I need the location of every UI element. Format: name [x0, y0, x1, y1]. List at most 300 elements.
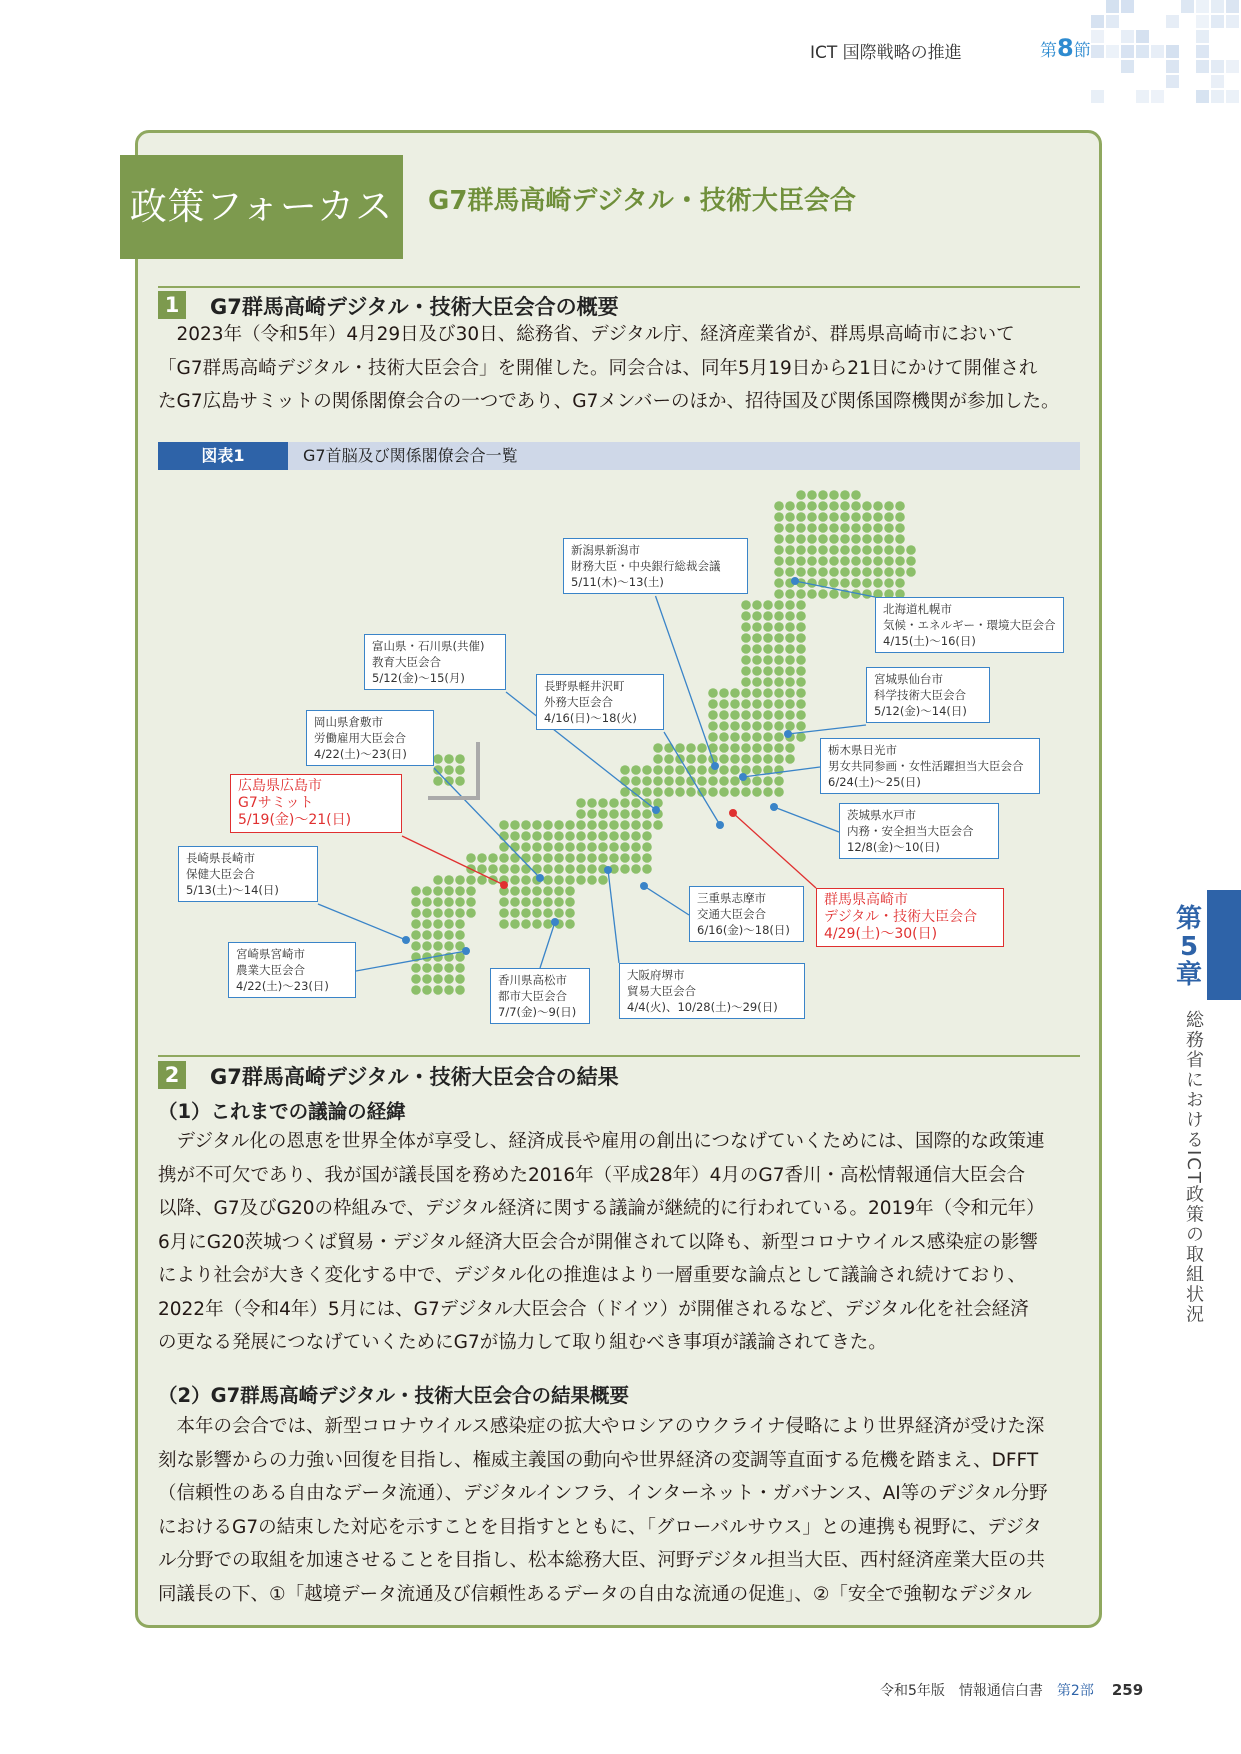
map-dot [763, 622, 773, 632]
map-dot [796, 523, 806, 533]
map-dot [466, 886, 476, 896]
map-dot [730, 710, 740, 720]
map-dot [873, 567, 883, 577]
map-dot [851, 523, 861, 533]
map-dot [532, 820, 542, 830]
meeting-name: 財務大臣・中央銀行総裁会議 [571, 559, 721, 573]
city-marker [652, 806, 660, 814]
map-dot [741, 754, 751, 764]
map-dot [554, 875, 564, 885]
map-dot [763, 754, 773, 764]
map-dot [895, 512, 905, 522]
map-dot [455, 897, 465, 907]
map-dot [774, 787, 784, 797]
map-dot [796, 699, 806, 709]
map-dot [730, 688, 740, 698]
map-dot [763, 611, 773, 621]
footer-part: 第2部 [1056, 1683, 1094, 1699]
map-dot [818, 567, 828, 577]
meeting-label [536, 674, 664, 730]
meeting-label [490, 968, 590, 1024]
map-dot [785, 567, 795, 577]
map-dot [763, 655, 773, 665]
map-dot [697, 776, 707, 786]
map-dot [598, 875, 608, 885]
subsection-body: 本年の会合では、新型コロナウイルス感染症の拡大やロシアのウクライナ侵略により世界経済が受けた深 刻な影響からの力強い回復を目指し、権威主義国の動向や世界経済の変調等直面する危機を踏まえ、DFFT （信頼性のある自由なデータ流通）、デジタルインフラ、インターネット・ガバナンス、AI等のデジタル分野 におけるG7の結束した対応を示すことを目指すとともに、「グローバルサウス」との連携も視野に、デジタ ル分野での取組を加速させることを目指し、松本総務大臣、河野デジタル担当大臣、西村経済産業大臣の共 同議長の下、①「越境データ流通及び信頼性あるデータの自由な流通の促進」、②「安全で強靭なデジタル [158, 1416, 1048, 1605]
map-dot [862, 589, 872, 599]
map-dot [818, 556, 828, 566]
map-dot [752, 787, 762, 797]
map-dot [631, 798, 641, 808]
map-dot [763, 633, 773, 643]
meeting-city: 栃木県日光市 [828, 743, 897, 757]
map-dot [785, 666, 795, 676]
map-dot [807, 589, 817, 599]
map-dot [499, 853, 509, 863]
meeting-label [364, 634, 506, 690]
map-dot [510, 886, 520, 896]
page-number: 259 [1111, 1681, 1144, 1699]
leader-line [318, 904, 406, 940]
map-dot [741, 677, 751, 687]
map-dot [763, 721, 773, 731]
leader-line [774, 807, 839, 832]
map-dot [785, 512, 795, 522]
map-dot [884, 578, 894, 588]
map-dot [763, 666, 773, 676]
map-dot [620, 798, 630, 808]
map-dot [653, 743, 663, 753]
map-dot [576, 875, 586, 885]
section-label: 第 [1040, 41, 1057, 61]
map-dot [433, 919, 443, 929]
map-dot [532, 831, 542, 841]
map-dot [818, 490, 828, 500]
leader-line [656, 596, 716, 766]
map-dot [895, 567, 905, 577]
map-dot [774, 666, 784, 676]
map-dot [521, 919, 531, 929]
map-dot [598, 853, 608, 863]
map-dot [774, 633, 784, 643]
map-dot [708, 688, 718, 698]
map-dot [719, 699, 729, 709]
map-dot [598, 820, 608, 830]
map-dot [796, 501, 806, 511]
map-dot [521, 820, 531, 830]
map-dot [774, 578, 784, 588]
map-dot [422, 974, 432, 984]
map-dot [444, 754, 454, 764]
map-dot [444, 908, 454, 918]
chapter-suffix: 章 [1175, 960, 1202, 990]
map-dot [422, 941, 432, 951]
map-dot [587, 798, 597, 808]
map-dot [444, 985, 454, 995]
map-dot [642, 864, 652, 874]
map-dot [675, 765, 685, 775]
figure-tag: 図表1 [158, 442, 288, 470]
subsection-body: デジタル化の恩恵を世界全体が享受し、経済成長や雇用の創出につなげていくためには、国際的な政策連 携が不可欠であり、我が国が議長国を務めた2016年（平成28年）4月のG7香川・高松情報通信大臣会合 以降、G7及びG20の枠組みで、デジタル経済に関する議論が継続的に行われている。2019年（令和元年） 6月にG20茨城つくば貿易・デジタル経済大臣会合が開催されて以降も、新型コロナウイルス感染症の影響 により社会が大きく変化する中で、デジタル化の推進はより一層重要な論点として議論され続けており、 2022年（令和4年）5月には、G7デジタル大臣会合（ドイツ）が開催されるなど、デジタル化を社会経済 の更なる発展につなげていくためにG7が協力して取り組むべき事項が議論されてきた。 [158, 1131, 1045, 1353]
map-dot [829, 523, 839, 533]
map-dot [796, 688, 806, 698]
chapter-number [1172, 905, 1206, 989]
figure-title: G7首脳及び関係閣僚会合一覧 [303, 446, 518, 465]
meeting-name: 交通大臣会合 [697, 907, 766, 921]
map-dot [554, 897, 564, 907]
map-dot [774, 754, 784, 764]
map-dot [587, 853, 597, 863]
map-dot [620, 776, 630, 786]
map-dot [510, 831, 520, 841]
map-dot [785, 556, 795, 566]
section-num: 8 [1057, 34, 1074, 62]
map-dot [576, 864, 586, 874]
map-dot [499, 864, 509, 874]
city-marker [640, 882, 648, 890]
meeting-city: 岡山県倉敷市 [314, 715, 383, 729]
meeting-name: 労働雇用大臣会合 [314, 731, 406, 745]
map-dot [433, 930, 443, 940]
map-dot [807, 556, 817, 566]
map-dot [763, 677, 773, 687]
map-dot [554, 908, 564, 918]
map-dot [862, 523, 872, 533]
map-dot [422, 930, 432, 940]
map-dot [565, 831, 575, 841]
map-dot [510, 864, 520, 874]
map-dot [807, 578, 817, 588]
map-dot [741, 655, 751, 665]
map-dot [664, 765, 674, 775]
city-marker [770, 803, 778, 811]
map-dot [620, 820, 630, 830]
map-dot [796, 644, 806, 654]
map-dot [840, 512, 850, 522]
map-dot [532, 897, 542, 907]
map-dot [433, 985, 443, 995]
map-dot [862, 501, 872, 511]
map-dot [631, 853, 641, 863]
leader-line [644, 886, 689, 915]
map-dot [587, 820, 597, 830]
map-dot [774, 655, 784, 665]
map-dot [554, 842, 564, 852]
map-dot [807, 490, 817, 500]
meeting-city: 三重県志摩市 [697, 891, 766, 905]
map-dot [576, 842, 586, 852]
map-dot [642, 853, 652, 863]
map-dot [807, 512, 817, 522]
map-dot [818, 501, 828, 511]
map-dot [686, 754, 696, 764]
map-dot [818, 589, 828, 599]
map-dot [873, 501, 883, 511]
map-dot [422, 908, 432, 918]
map-dot [752, 754, 762, 764]
map-dot [785, 600, 795, 610]
map-dot [884, 545, 894, 555]
meeting-name: 外務大臣会合 [544, 695, 613, 709]
map-dot [763, 644, 773, 654]
map-dot [708, 699, 718, 709]
map-dot [499, 820, 509, 830]
map-dot [851, 534, 861, 544]
map-dot [818, 523, 828, 533]
page-title: G7群馬高崎デジタル・技術大臣会合 [428, 186, 856, 216]
map-dot [873, 523, 883, 533]
map-dot [433, 776, 443, 786]
leader-line [733, 813, 816, 888]
map-dot [510, 908, 520, 918]
map-dot [565, 820, 575, 830]
map-dot [774, 677, 784, 687]
map-dot [433, 963, 443, 973]
map-dot [422, 919, 432, 929]
map-dot [774, 644, 784, 654]
map-dot [455, 963, 465, 973]
map-dot [411, 974, 421, 984]
map-dot [444, 765, 454, 775]
meeting-label [820, 738, 1040, 794]
city-marker [536, 874, 544, 882]
map-dot [796, 666, 806, 676]
map-dot [818, 534, 828, 544]
map-dot [532, 864, 542, 874]
meeting-label [816, 888, 1004, 947]
map-dot [763, 787, 773, 797]
map-dot [499, 908, 509, 918]
map-dot [741, 644, 751, 654]
map-dot [895, 501, 905, 511]
map-dot [620, 765, 630, 775]
map-dot [565, 897, 575, 907]
map-dot [895, 523, 905, 533]
map-dot [565, 919, 575, 929]
map-dot [554, 831, 564, 841]
meeting-name: 科学技術大臣会合 [874, 688, 966, 702]
map-dot [785, 699, 795, 709]
meeting-name: 都市大臣会合 [498, 989, 567, 1003]
map-dot [521, 842, 531, 852]
map-dot [774, 556, 784, 566]
map-dot [411, 963, 421, 973]
map-dot [576, 831, 586, 841]
map-dot [741, 633, 751, 643]
map-dot [675, 776, 685, 786]
map-dot [521, 853, 531, 863]
map-dot [455, 776, 465, 786]
meeting-name: デジタル・技術大臣会合 [824, 909, 978, 925]
map-dot [708, 721, 718, 731]
map-dot [862, 545, 872, 555]
map-dot [741, 710, 751, 720]
map-dot [697, 754, 707, 764]
subsection-title: （1）これまでの議論の経緯 [158, 1100, 406, 1123]
map-dot [785, 655, 795, 665]
meeting-city: 群馬県高崎市 [824, 892, 908, 908]
map-dot [433, 886, 443, 896]
map-dot [664, 776, 674, 786]
map-dot [532, 908, 542, 918]
map-dot [620, 831, 630, 841]
leader-line [608, 870, 619, 963]
map-dot [719, 743, 729, 753]
map-dot [884, 512, 894, 522]
city-marker [500, 881, 508, 889]
map-dot [862, 512, 872, 522]
map-dot [785, 644, 795, 654]
map-dot [752, 677, 762, 687]
map-dot [653, 765, 663, 775]
map-dot [763, 699, 773, 709]
map-dot [444, 875, 454, 885]
map-dot [609, 798, 619, 808]
meeting-label [306, 710, 434, 766]
map-dot [774, 545, 784, 555]
map-dot [840, 523, 850, 533]
map-dot [741, 787, 751, 797]
map-dot [488, 864, 498, 874]
meeting-date: 7/7(金)～9(日) [498, 1005, 577, 1019]
map-dot [565, 853, 575, 863]
map-dot [730, 765, 740, 775]
map-dot [631, 776, 641, 786]
map-dot [785, 677, 795, 687]
meeting-city: 長野県軽井沢町 [544, 679, 625, 693]
map-dot [609, 853, 619, 863]
map-dot [587, 864, 597, 874]
map-dot [741, 732, 751, 742]
map-dot [752, 600, 762, 610]
map-dot [873, 556, 883, 566]
leader-line [540, 922, 555, 968]
map-dot [730, 743, 740, 753]
header-section-title: ICT 国際戦略の推進 [810, 43, 962, 63]
map-dot [884, 567, 894, 577]
map-dot [521, 886, 531, 896]
map-dot [631, 809, 641, 819]
map-dot [642, 787, 652, 797]
map-dot [466, 875, 476, 885]
meeting-name: 貿易大臣会合 [627, 984, 696, 998]
map-dot [752, 765, 762, 775]
city-marker [784, 730, 792, 738]
map-dot [609, 809, 619, 819]
map-dot [785, 710, 795, 720]
map-dot [774, 501, 784, 511]
map-dot [741, 721, 751, 731]
meeting-name: 気候・エネルギー・環境大臣会合 [883, 618, 1056, 632]
city-marker [711, 762, 719, 770]
map-dot [785, 754, 795, 764]
meeting-date: 4/22(土)～23(日) [314, 747, 407, 761]
map-dot [840, 556, 850, 566]
meeting-city: 香川県高松市 [498, 973, 567, 987]
chapter-tab [1207, 890, 1241, 1000]
map-dot [851, 490, 861, 500]
map-dot [829, 567, 839, 577]
city-marker [551, 918, 559, 926]
map-dot [741, 611, 751, 621]
city-marker [716, 821, 724, 829]
map-dot [752, 710, 762, 720]
meeting-date: 6/24(土)～25(日) [828, 775, 921, 789]
map-dot [664, 754, 674, 764]
map-dot [752, 699, 762, 709]
map-dot [466, 908, 476, 918]
meeting-name: 男女共同参画・女性活躍担当大臣会合 [828, 759, 1024, 773]
map-dot [796, 512, 806, 522]
map-dot [796, 600, 806, 610]
map-dot [774, 622, 784, 632]
map-dot [532, 919, 542, 929]
map-dot [499, 897, 509, 907]
section-body: 2023年（令和5年）4月29日及び30日、総務省、デジタル庁、経済産業省が、群馬県高崎市において 「G7群馬高崎デジタル・技術大臣会合」を開催した。同会合は、同年5月19日から21日にかけて開催され たG7広島サミットの関係閣僚会合の一つであり、G7メンバーのほか、招待国及び関係国際機関が参加した。 [158, 324, 1060, 412]
meeting-date: 4/29(土)～30(日) [824, 926, 938, 942]
map-dot [532, 886, 542, 896]
map-dot [686, 787, 696, 797]
map-dot [488, 853, 498, 863]
map-dot [906, 545, 916, 555]
map-dot [774, 688, 784, 698]
meeting-label [563, 538, 748, 594]
map-dot [675, 787, 685, 797]
map-dot [796, 721, 806, 731]
map-dot [411, 930, 421, 940]
map-dot [785, 721, 795, 731]
map-dot [532, 842, 542, 852]
meeting-date: 4/22(土)～23(日) [236, 979, 329, 993]
map-dot [455, 765, 465, 775]
map-dot [587, 875, 597, 885]
map-dot [653, 820, 663, 830]
meeting-name: 内務・安全担当大臣会合 [847, 824, 974, 838]
map-dot [631, 831, 641, 841]
map-dot [719, 754, 729, 764]
map-dot [543, 897, 553, 907]
map-dot [873, 545, 883, 555]
map-dot [565, 864, 575, 874]
map-dot [620, 864, 630, 874]
map-dot [851, 501, 861, 511]
map-dot [884, 534, 894, 544]
map-dot [433, 908, 443, 918]
chapter-label: 第 [1175, 904, 1202, 934]
map-dot [796, 545, 806, 555]
map-dot [631, 864, 641, 874]
map-dot [785, 501, 795, 511]
map-dot [829, 578, 839, 588]
map-dot [895, 534, 905, 544]
meeting-label [230, 774, 402, 833]
meeting-date: 5/12(金)～14(日) [874, 704, 967, 718]
map-dot [433, 765, 443, 775]
map-dot [719, 688, 729, 698]
map-dot [862, 578, 872, 588]
map-dot [411, 908, 421, 918]
map-dot [829, 556, 839, 566]
map-dot [796, 490, 806, 500]
map-dot [444, 941, 454, 951]
map-dot [411, 985, 421, 995]
map-dot [774, 710, 784, 720]
map-dot [774, 699, 784, 709]
map-dot [708, 710, 718, 720]
map-dot [422, 985, 432, 995]
map-dot [433, 875, 443, 885]
map-dot [774, 732, 784, 742]
